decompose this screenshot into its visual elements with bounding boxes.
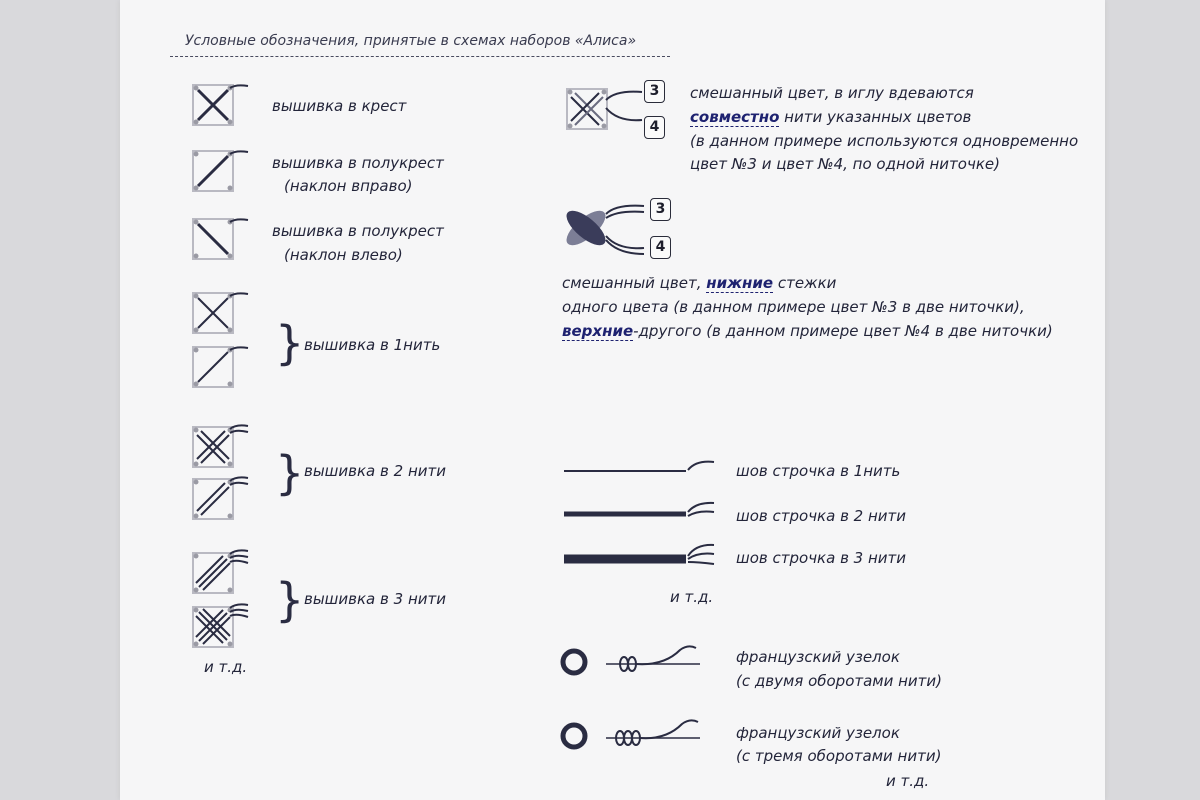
backstitch-one-thread-icon [562,458,722,482]
backstitch-two-label: шов строчка в 2 нити [736,507,907,525]
french-etc: и т.д. [886,772,930,790]
left-etc: и т.д. [204,658,248,676]
mixed2-line3 [562,320,1053,343]
stitch-etc: и т.д. [670,588,714,606]
french-three-label-2: (с тремя оборотами нити) [736,747,942,765]
mixed1-line2 [690,106,971,129]
half-right-label-1: вышивка в полукрест [272,154,444,172]
color-number-box: 3 [644,80,665,103]
half-left-label-1: вышивка в полукрест [272,222,444,240]
mixed1-line3: (в данном примере используются одновременно [690,132,1079,150]
mixed2-line1 [562,272,836,295]
french-two-label-2: (с двумя оборотами нити) [736,672,943,690]
two-thread-half-icon [192,476,262,522]
cross-stitch-icon [192,82,262,128]
mixed2-line1-b: стежки [773,274,837,292]
heading-dashed-rule [170,56,670,57]
color-number-box: 4 [644,116,665,139]
mixed2-line1-a: смешанный цвет, [562,274,707,292]
two-thread-cross-icon [192,424,262,470]
brace-one-thread: } [275,316,305,370]
brace-two-threads: } [275,446,305,500]
mixed1-line4: цвет №3 и цвет №4, по одной ниточке) [690,155,1000,173]
french-knot-three-turns-icon [560,714,710,754]
mixed1-bold-word: совместно [690,108,780,126]
one-thread-cross-icon [192,290,262,336]
one-thread-half-icon [192,344,262,390]
mixed2-bold-lower: нижние [706,274,774,292]
french-knot-two-turns-icon [560,640,710,680]
color-number-box: 3 [650,198,671,221]
half-right-label-2: (наклон вправо) [284,177,413,195]
backstitch-two-threads-icon [562,500,722,530]
three-threads-label: вышивка в 3 нити [304,590,446,608]
backstitch-three-label: шов строчка в 3 нити [736,549,907,567]
french-three-label-1: французский узелок [736,724,900,742]
mixed-color-layered-icon [562,202,652,258]
legend-heading: Условные обозначения, принятые в схемах наборов «Алиса» [185,33,637,49]
half-left-label-2: (наклон влево) [284,246,403,264]
mixed2-line2: одного цвета (в данном примере цвет №3 в две ниточки), [562,298,1025,316]
half-cross-right-icon [192,148,262,194]
brace-three-threads: } [275,573,305,627]
mixed1-line1: смешанный цвет, в иглу вдеваются [690,84,974,102]
one-thread-label: вышивка в 1нить [304,336,441,354]
mixed-color-cross-icon [566,86,646,132]
two-threads-label: вышивка в 2 нити [304,462,446,480]
color-number-box: 4 [650,236,671,259]
cross-label: вышивка в крест [272,97,407,115]
backstitch-one-label: шов строчка в 1нить [736,462,901,480]
french-two-label-1: французский узелок [736,648,900,666]
backstitch-three-threads-icon [562,542,722,576]
three-thread-half-icon [192,550,262,596]
half-cross-left-icon [192,216,262,262]
mixed1-line2-rest: нити указанных цветов [779,108,972,126]
three-thread-cross-icon [192,604,262,650]
mixed2-line3-rest: -другого (в данном примере цвет №4 в две ниточки) [633,322,1053,340]
mixed2-bold-upper: верхние [562,322,634,340]
